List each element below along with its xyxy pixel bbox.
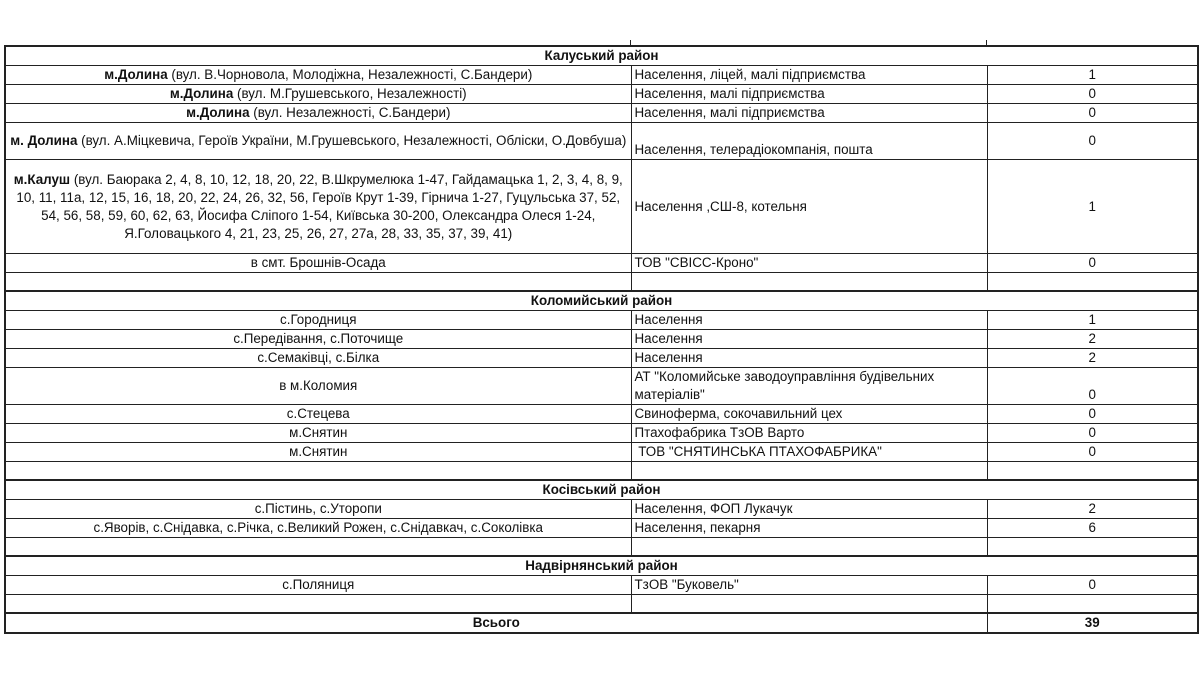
table-row [5, 104, 1198, 123]
location-cell: в м.Коломия [5, 368, 631, 405]
empty-row [5, 595, 1198, 614]
empty-cell [631, 595, 987, 614]
table-row [5, 368, 1198, 405]
location-cell: с.Поляниця [5, 576, 631, 595]
location-bold: м. Долина [10, 133, 78, 148]
empty-cell [987, 595, 1198, 614]
empty-row [5, 462, 1198, 481]
description-cell: Населення [631, 349, 987, 368]
total-label: Всього [5, 613, 987, 633]
count-cell: 0 [987, 85, 1198, 104]
empty-cell [5, 595, 631, 614]
description-cell: ТзОВ "Буковель" [631, 576, 987, 595]
location-detail: (вул. М.Грушевського, Незалежності) [233, 86, 467, 101]
location-detail: (вул. В.Чорновола, Молодіжна, Незалежності, С.Бандери) [167, 67, 533, 82]
location-bold: м.Долина [186, 105, 250, 120]
description-cell: ТОВ "СВІСС-Кроно" [631, 254, 987, 273]
description-cell: Населення, ліцей, малі підприємства [631, 66, 987, 85]
location-cell [5, 85, 631, 104]
description-cell: АТ "Коломийське заводоуправління будівельних матеріалів" [631, 368, 987, 405]
description-cell: Населення, малі підприємства [631, 104, 987, 123]
location-bold: м.Калуш [13, 171, 71, 187]
section-title: Калуський район [5, 46, 1198, 66]
description-cell: Населення, малі підприємства [631, 85, 987, 104]
table-row [5, 424, 1198, 443]
count-cell: 0 [987, 104, 1198, 123]
empty-cell [987, 538, 1198, 557]
table-row [5, 576, 1198, 595]
location-cell: м.Снятин [5, 443, 631, 462]
table-row [5, 160, 1198, 254]
section-header-row [5, 46, 1198, 66]
total-row [5, 613, 1198, 633]
table-row [5, 405, 1198, 424]
count-cell: 2 [987, 500, 1198, 519]
description-cell: Населення, телерадіокомпанія, пошта [631, 123, 987, 160]
empty-row [5, 538, 1198, 557]
table-row [5, 66, 1198, 85]
description-cell: Населення, пекарня [631, 519, 987, 538]
location-bold: м.Долина [169, 86, 234, 101]
location-cell: с.Семаківці, с.Білка [5, 349, 631, 368]
empty-cell [631, 538, 987, 557]
count-cell: 0 [987, 123, 1198, 160]
section-title: Косівський район [5, 480, 1198, 500]
count-cell: 0 [987, 443, 1198, 462]
table-row [5, 519, 1198, 538]
location-cell [5, 123, 631, 160]
location-cell: с.Пістинь, с.Уторопи [5, 500, 631, 519]
description-cell: Птахофабрика ТзОВ Варто [631, 424, 987, 443]
section-header-row [5, 556, 1198, 576]
location-cell: с.Стецева [5, 405, 631, 424]
count-cell: 0 [987, 424, 1198, 443]
description-cell: Населення, ФОП Лукачук [631, 500, 987, 519]
location-cell: с.Яворів, с.Снідавка, с.Річка, с.Великий Рожен, с.Снідавкач, с.Соколівка [5, 519, 631, 538]
table-row [5, 349, 1198, 368]
empty-cell [5, 273, 631, 292]
empty-cell [631, 273, 987, 292]
outage-table-sheet [4, 45, 1197, 634]
empty-cell [987, 273, 1198, 292]
location-cell [5, 104, 631, 123]
count-cell: 1 [987, 66, 1198, 85]
location-detail: (вул. А.Міцкевича, Героїв України, М.Грушевського, Незалежності, Обліски, О.Довбуша) [77, 133, 627, 148]
location-bold: м.Долина [104, 67, 168, 82]
empty-cell [5, 538, 631, 557]
location-cell [5, 160, 631, 254]
count-cell: 2 [987, 330, 1198, 349]
table-row [5, 500, 1198, 519]
location-cell [5, 66, 631, 85]
count-cell: 0 [987, 254, 1198, 273]
location-cell: м.Снятин [5, 424, 631, 443]
empty-row [5, 273, 1198, 292]
table-row [5, 443, 1198, 462]
table-row [5, 254, 1198, 273]
empty-cell [631, 462, 987, 481]
location-cell: с.Передівання, с.Поточище [5, 330, 631, 349]
location-detail: (вул. Баюрака 2, 4, 8, 10, 12, 18, 20, 22, В.Шкрумелюка 1-47, Гайдамацька 1, 2, 3, 4, 8, 9, 10, 11, 11а, 12, 15, 16, 18, 20, 22, 24, 26, 32, 56, Героїв Крут 1-39, Гірнича 1-27, Гуцульська 37, 52, 54, 56, 58, 59, 60, 62, 63, Йосифа Сліпого 1-54, Київська 30-200, Олександра Олеся 1-24, Я.Головацького 4, 21, 23, 25, 26, 27, 27а, 28, 33, 35, 37, 39, 41) [16, 171, 623, 241]
count-cell: 0 [987, 576, 1198, 595]
location-cell: в смт. Брошнів-Осада [5, 254, 631, 273]
table-row [5, 85, 1198, 104]
total-value: 39 [987, 613, 1198, 633]
empty-cell [987, 462, 1198, 481]
description-cell: ТОВ "СНЯТИНСЬКА ПТАХОФАБРИКА" [631, 443, 987, 462]
section-header-row [5, 480, 1198, 500]
empty-cell [5, 462, 631, 481]
outage-table [4, 45, 1199, 634]
table-row [5, 311, 1198, 330]
count-cell: 1 [987, 160, 1198, 254]
count-cell: 0 [987, 405, 1198, 424]
section-title: Коломийський район [5, 291, 1198, 311]
section-header-row [5, 291, 1198, 311]
description-cell: Населення ,СШ-8, котельня [631, 160, 987, 254]
location-cell: с.Городниця [5, 311, 631, 330]
location-detail: (вул. Незалежності, С.Бандери) [249, 105, 451, 120]
table-row [5, 123, 1198, 160]
count-cell: 1 [987, 311, 1198, 330]
count-cell: 2 [987, 349, 1198, 368]
description-cell: Населення [631, 330, 987, 349]
count-cell: 6 [987, 519, 1198, 538]
description-cell: Населення [631, 311, 987, 330]
count-cell: 0 [987, 368, 1198, 405]
description-cell: Свиноферма, сокочавильний цех [631, 405, 987, 424]
table-row [5, 330, 1198, 349]
section-title: Надвірнянський район [5, 556, 1198, 576]
